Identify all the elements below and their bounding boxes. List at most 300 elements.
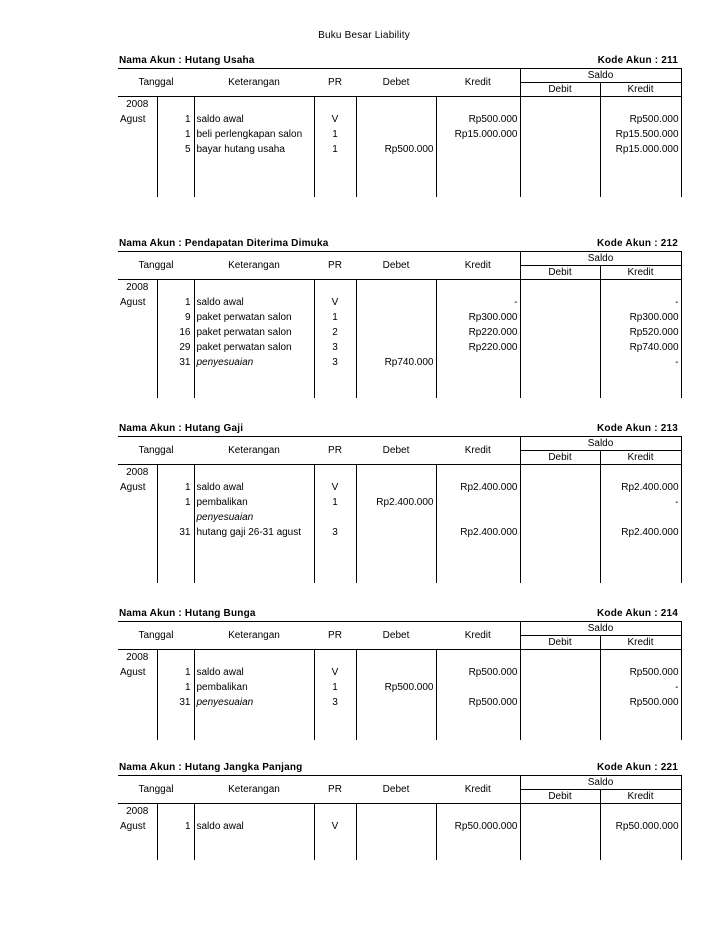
saldo-kredit-cell: Rp740.000 [600, 340, 681, 355]
filler-cell [600, 370, 681, 398]
debet-cell [356, 665, 436, 680]
month-cell: Agust [120, 667, 146, 678]
col-header-kredit: Kredit [436, 437, 520, 465]
kredit-cell [436, 142, 520, 157]
desc-cell: saldo awal [194, 665, 314, 680]
col-header-kredit: Kredit [436, 622, 520, 650]
month-cell [118, 142, 157, 157]
filler-row [118, 370, 681, 398]
filler-cell [194, 157, 314, 197]
desc-cell: saldo awal [194, 819, 314, 834]
debet-cell [356, 295, 436, 310]
col-header-debet: Debet [356, 437, 436, 465]
filler-cell [600, 710, 681, 740]
day-cell [157, 510, 194, 525]
col-header-pr: PR [314, 69, 356, 97]
table-row [118, 695, 681, 710]
day-cell: 31 [157, 355, 194, 370]
saldo-kredit-cell: - [600, 680, 681, 695]
filler-cell [356, 540, 436, 583]
filler-cell [118, 157, 157, 197]
saldo-kredit-cell [600, 650, 681, 666]
pr-cell [314, 465, 356, 481]
account-name: Nama Akun : Hutang Usaha [119, 55, 255, 66]
debet-cell: Rp740.000 [356, 355, 436, 370]
pr-cell: 3 [314, 355, 356, 370]
saldo-kredit-cell: Rp15.000.000 [600, 142, 681, 157]
debet-cell [356, 112, 436, 127]
filler-cell [314, 370, 356, 398]
filler-cell [118, 834, 157, 860]
desc-cell: penyesuaian [194, 355, 314, 370]
desc-cell: paket perwatan salon [194, 340, 314, 355]
filler-cell [157, 370, 194, 398]
day-cell: 1 [157, 819, 194, 834]
table-row [118, 680, 681, 695]
month-cell: Agust [120, 114, 146, 125]
col-header-saldo-kredit: Kredit [600, 790, 681, 804]
filler-row [118, 710, 681, 740]
debet-cell [356, 465, 436, 481]
kredit-cell [436, 465, 520, 481]
col-header-saldo-debit: Debit [520, 790, 600, 804]
desc-cell: paket perwatan salon [194, 325, 314, 340]
kredit-cell [436, 495, 520, 510]
account-header [118, 55, 681, 68]
day-cell: 1 [157, 112, 194, 127]
saldo-debit-cell [520, 355, 600, 370]
day-cell: 1 [157, 665, 194, 680]
account-name: Nama Akun : Hutang Gaji [119, 423, 244, 434]
desc-cell: pembalikan [194, 495, 314, 510]
desc-cell: paket perwatan salon [194, 310, 314, 325]
ledger-account [118, 762, 681, 860]
col-header-saldo: Saldo [520, 69, 681, 83]
year-cell: 2008 [126, 282, 149, 293]
pr-cell [314, 650, 356, 666]
account-header [118, 423, 681, 436]
filler-cell [520, 540, 600, 583]
saldo-kredit-cell: Rp500.000 [600, 665, 681, 680]
pr-cell: 1 [314, 127, 356, 142]
table-row [118, 465, 681, 481]
pr-cell [314, 804, 356, 820]
saldo-debit-cell [520, 97, 600, 113]
saldo-kredit-cell [600, 465, 681, 481]
col-header-pr: PR [314, 252, 356, 280]
saldo-debit-cell [520, 510, 600, 525]
ledger-account [118, 423, 681, 583]
ledger-table [118, 68, 682, 197]
debet-cell [356, 97, 436, 113]
pr-cell: 2 [314, 325, 356, 340]
ledger-table [118, 621, 682, 740]
kredit-cell [436, 680, 520, 695]
page-title: Buku Besar Liability [318, 30, 410, 41]
filler-cell [157, 710, 194, 740]
debet-cell [356, 804, 436, 820]
month-cell: Agust [120, 297, 146, 308]
table-row [118, 355, 681, 370]
day-cell [157, 97, 194, 113]
day-cell: 31 [157, 525, 194, 540]
debet-cell [356, 695, 436, 710]
col-header-tanggal: Tanggal [118, 437, 194, 465]
debet-cell: Rp500.000 [356, 680, 436, 695]
pr-cell: 1 [314, 142, 356, 157]
col-header-kredit: Kredit [436, 69, 520, 97]
month-cell: Agust [120, 482, 146, 493]
desc-cell: penyesuaian [194, 695, 314, 710]
debet-cell [356, 525, 436, 540]
col-header-pr: PR [314, 622, 356, 650]
saldo-kredit-cell: Rp500.000 [600, 695, 681, 710]
filler-cell [118, 540, 157, 583]
pr-cell: 3 [314, 695, 356, 710]
pr-cell [314, 280, 356, 296]
saldo-debit-cell [520, 695, 600, 710]
filler-cell [118, 710, 157, 740]
ledger-account [118, 55, 681, 197]
filler-cell [314, 157, 356, 197]
kredit-cell: Rp500.000 [436, 665, 520, 680]
desc-cell: penyesuaian [194, 510, 314, 525]
account-header [118, 608, 681, 621]
col-header-saldo-kredit: Kredit [600, 266, 681, 280]
filler-cell [194, 710, 314, 740]
kredit-cell [436, 97, 520, 113]
pr-cell: 3 [314, 525, 356, 540]
debet-cell [356, 325, 436, 340]
desc-cell: saldo awal [194, 480, 314, 495]
day-cell [157, 280, 194, 296]
col-header-kredit: Kredit [436, 776, 520, 804]
month-cell [118, 495, 157, 510]
saldo-kredit-cell [600, 97, 681, 113]
day-cell: 29 [157, 340, 194, 355]
account-name: Nama Akun : Pendapatan Diterima Dimuka [119, 238, 329, 249]
account-header [118, 238, 681, 251]
day-cell [157, 650, 194, 666]
filler-cell [194, 370, 314, 398]
month-cell [118, 355, 157, 370]
col-header-keterangan: Keterangan [194, 437, 314, 465]
filler-row [118, 834, 681, 860]
kredit-cell: Rp2.400.000 [436, 480, 520, 495]
kredit-cell: Rp500.000 [436, 695, 520, 710]
filler-row [118, 540, 681, 583]
account-code: Kode Akun : 211 [597, 55, 678, 66]
col-header-saldo-kredit: Kredit [600, 636, 681, 650]
col-header-pr: PR [314, 437, 356, 465]
filler-cell [600, 540, 681, 583]
pr-cell: V [314, 480, 356, 495]
col-header-saldo: Saldo [520, 622, 681, 636]
day-cell: 16 [157, 325, 194, 340]
col-header-saldo-debit: Debit [520, 83, 600, 97]
filler-cell [600, 834, 681, 860]
kredit-cell: Rp2.400.000 [436, 525, 520, 540]
debet-cell: Rp2.400.000 [356, 495, 436, 510]
table-row [118, 525, 681, 540]
saldo-debit-cell [520, 804, 600, 820]
filler-cell [436, 157, 520, 197]
col-header-keterangan: Keterangan [194, 69, 314, 97]
saldo-kredit-cell: Rp500.000 [600, 112, 681, 127]
col-header-tanggal: Tanggal [118, 776, 194, 804]
year-cell: 2008 [126, 652, 149, 663]
saldo-kredit-cell: - [600, 295, 681, 310]
saldo-debit-cell [520, 280, 600, 296]
kredit-cell [436, 280, 520, 296]
desc-cell [194, 465, 314, 481]
col-header-tanggal: Tanggal [118, 69, 194, 97]
saldo-debit-cell [520, 525, 600, 540]
pr-cell: 1 [314, 680, 356, 695]
filler-cell [356, 834, 436, 860]
col-header-keterangan: Keterangan [194, 622, 314, 650]
saldo-kredit-cell: Rp520.000 [600, 325, 681, 340]
col-header-saldo-debit: Debit [520, 266, 600, 280]
month-cell [118, 680, 157, 695]
table-row [118, 325, 681, 340]
saldo-debit-cell [520, 127, 600, 142]
debet-cell [356, 127, 436, 142]
table-row [118, 480, 681, 495]
saldo-debit-cell [520, 680, 600, 695]
table-row [118, 310, 681, 325]
month-cell [118, 127, 157, 142]
kredit-cell: Rp500.000 [436, 112, 520, 127]
saldo-debit-cell [520, 819, 600, 834]
col-header-debet: Debet [356, 776, 436, 804]
saldo-kredit-cell: Rp2.400.000 [600, 480, 681, 495]
desc-cell: hutang gaji 26-31 agust [194, 525, 314, 540]
debet-cell [356, 819, 436, 834]
table-row [118, 650, 681, 666]
col-header-saldo-debit: Debit [520, 636, 600, 650]
saldo-kredit-cell: - [600, 495, 681, 510]
col-header-debet: Debet [356, 69, 436, 97]
desc-cell: beli perlengkapan salon [194, 127, 314, 142]
filler-cell [436, 370, 520, 398]
filler-cell [356, 157, 436, 197]
filler-row [118, 157, 681, 197]
filler-cell [314, 540, 356, 583]
saldo-debit-cell [520, 465, 600, 481]
filler-cell [600, 157, 681, 197]
desc-cell [194, 650, 314, 666]
saldo-debit-cell [520, 142, 600, 157]
kredit-cell: Rp50.000.000 [436, 819, 520, 834]
desc-cell [194, 804, 314, 820]
day-cell: 9 [157, 310, 194, 325]
day-cell: 31 [157, 695, 194, 710]
table-row [118, 665, 681, 680]
year-cell: 2008 [126, 467, 149, 478]
filler-cell [157, 540, 194, 583]
debet-cell [356, 510, 436, 525]
saldo-kredit-cell: Rp300.000 [600, 310, 681, 325]
ledger-table [118, 775, 682, 860]
debet-cell: Rp500.000 [356, 142, 436, 157]
saldo-kredit-cell: Rp15.500.000 [600, 127, 681, 142]
filler-cell [356, 710, 436, 740]
kredit-cell: Rp15.000.000 [436, 127, 520, 142]
table-row [118, 510, 681, 525]
filler-cell [356, 370, 436, 398]
desc-cell: pembalikan [194, 680, 314, 695]
ledger-account [118, 238, 681, 398]
saldo-debit-cell [520, 495, 600, 510]
filler-cell [520, 157, 600, 197]
debet-cell [356, 480, 436, 495]
pr-cell: V [314, 819, 356, 834]
col-header-pr: PR [314, 776, 356, 804]
account-code: Kode Akun : 214 [597, 608, 678, 619]
pr-cell: V [314, 112, 356, 127]
month-cell [118, 325, 157, 340]
col-header-keterangan: Keterangan [194, 776, 314, 804]
ledger-account [118, 608, 681, 740]
saldo-kredit-cell [600, 510, 681, 525]
col-header-debet: Debet [356, 252, 436, 280]
month-cell [118, 310, 157, 325]
kredit-cell [436, 804, 520, 820]
table-row [118, 804, 681, 820]
col-header-keterangan: Keterangan [194, 252, 314, 280]
ledger-table [118, 251, 682, 398]
col-header-saldo: Saldo [520, 776, 681, 790]
kredit-cell [436, 510, 520, 525]
table-row [118, 495, 681, 510]
day-cell: 5 [157, 142, 194, 157]
col-header-saldo: Saldo [520, 252, 681, 266]
filler-cell [194, 540, 314, 583]
filler-cell [436, 540, 520, 583]
filler-cell [520, 370, 600, 398]
col-header-debet: Debet [356, 622, 436, 650]
filler-cell [436, 834, 520, 860]
filler-cell [436, 710, 520, 740]
pr-cell [314, 510, 356, 525]
pr-cell [314, 97, 356, 113]
saldo-debit-cell [520, 480, 600, 495]
saldo-kredit-cell [600, 804, 681, 820]
day-cell [157, 804, 194, 820]
day-cell [157, 465, 194, 481]
col-header-kredit: Kredit [436, 252, 520, 280]
saldo-debit-cell [520, 340, 600, 355]
month-cell [118, 525, 157, 540]
desc-cell: saldo awal [194, 112, 314, 127]
day-cell: 1 [157, 495, 194, 510]
kredit-cell: Rp300.000 [436, 310, 520, 325]
pr-cell: V [314, 295, 356, 310]
day-cell: 1 [157, 680, 194, 695]
col-header-saldo-debit: Debit [520, 451, 600, 465]
account-code: Kode Akun : 212 [597, 238, 678, 249]
col-header-tanggal: Tanggal [118, 622, 194, 650]
pr-cell: 3 [314, 340, 356, 355]
filler-cell [157, 834, 194, 860]
filler-cell [520, 710, 600, 740]
debet-cell [356, 310, 436, 325]
col-header-tanggal: Tanggal [118, 252, 194, 280]
saldo-kredit-cell: Rp2.400.000 [600, 525, 681, 540]
table-row [118, 142, 681, 157]
day-cell: 1 [157, 295, 194, 310]
debet-cell [356, 340, 436, 355]
saldo-debit-cell [520, 650, 600, 666]
pr-cell: 1 [314, 310, 356, 325]
table-row [118, 112, 681, 127]
saldo-debit-cell [520, 310, 600, 325]
saldo-kredit-cell: Rp50.000.000 [600, 819, 681, 834]
col-header-saldo: Saldo [520, 437, 681, 451]
table-row [118, 280, 681, 296]
saldo-debit-cell [520, 112, 600, 127]
day-cell: 1 [157, 480, 194, 495]
filler-cell [118, 370, 157, 398]
account-header [118, 762, 681, 775]
account-code: Kode Akun : 221 [597, 762, 678, 773]
pr-cell: V [314, 665, 356, 680]
account-code: Kode Akun : 213 [597, 423, 678, 434]
col-header-saldo-kredit: Kredit [600, 83, 681, 97]
filler-cell [157, 157, 194, 197]
ledger-table [118, 436, 682, 583]
pr-cell: 1 [314, 495, 356, 510]
filler-cell [314, 710, 356, 740]
debet-cell [356, 280, 436, 296]
month-cell [118, 340, 157, 355]
desc-cell: saldo awal [194, 295, 314, 310]
month-cell: Agust [120, 821, 146, 832]
table-row [118, 127, 681, 142]
kredit-cell: - [436, 295, 520, 310]
filler-cell [314, 834, 356, 860]
saldo-debit-cell [520, 665, 600, 680]
filler-cell [520, 834, 600, 860]
saldo-kredit-cell [600, 280, 681, 296]
saldo-debit-cell [520, 295, 600, 310]
desc-cell: bayar hutang usaha [194, 142, 314, 157]
table-row [118, 295, 681, 310]
debet-cell [356, 650, 436, 666]
kredit-cell: Rp220.000 [436, 340, 520, 355]
table-row [118, 819, 681, 834]
month-cell [118, 510, 157, 525]
day-cell: 1 [157, 127, 194, 142]
table-row [118, 97, 681, 113]
account-name: Nama Akun : Hutang Jangka Panjang [119, 762, 303, 773]
col-header-saldo-kredit: Kredit [600, 451, 681, 465]
filler-cell [194, 834, 314, 860]
year-cell: 2008 [126, 806, 149, 817]
kredit-cell [436, 650, 520, 666]
table-row [118, 340, 681, 355]
kredit-cell: Rp220.000 [436, 325, 520, 340]
kredit-cell [436, 355, 520, 370]
saldo-debit-cell [520, 325, 600, 340]
desc-cell [194, 280, 314, 296]
desc-cell [194, 97, 314, 113]
saldo-kredit-cell: - [600, 355, 681, 370]
account-name: Nama Akun : Hutang Bunga [119, 608, 256, 619]
year-cell: 2008 [126, 99, 149, 110]
month-cell [118, 695, 157, 710]
